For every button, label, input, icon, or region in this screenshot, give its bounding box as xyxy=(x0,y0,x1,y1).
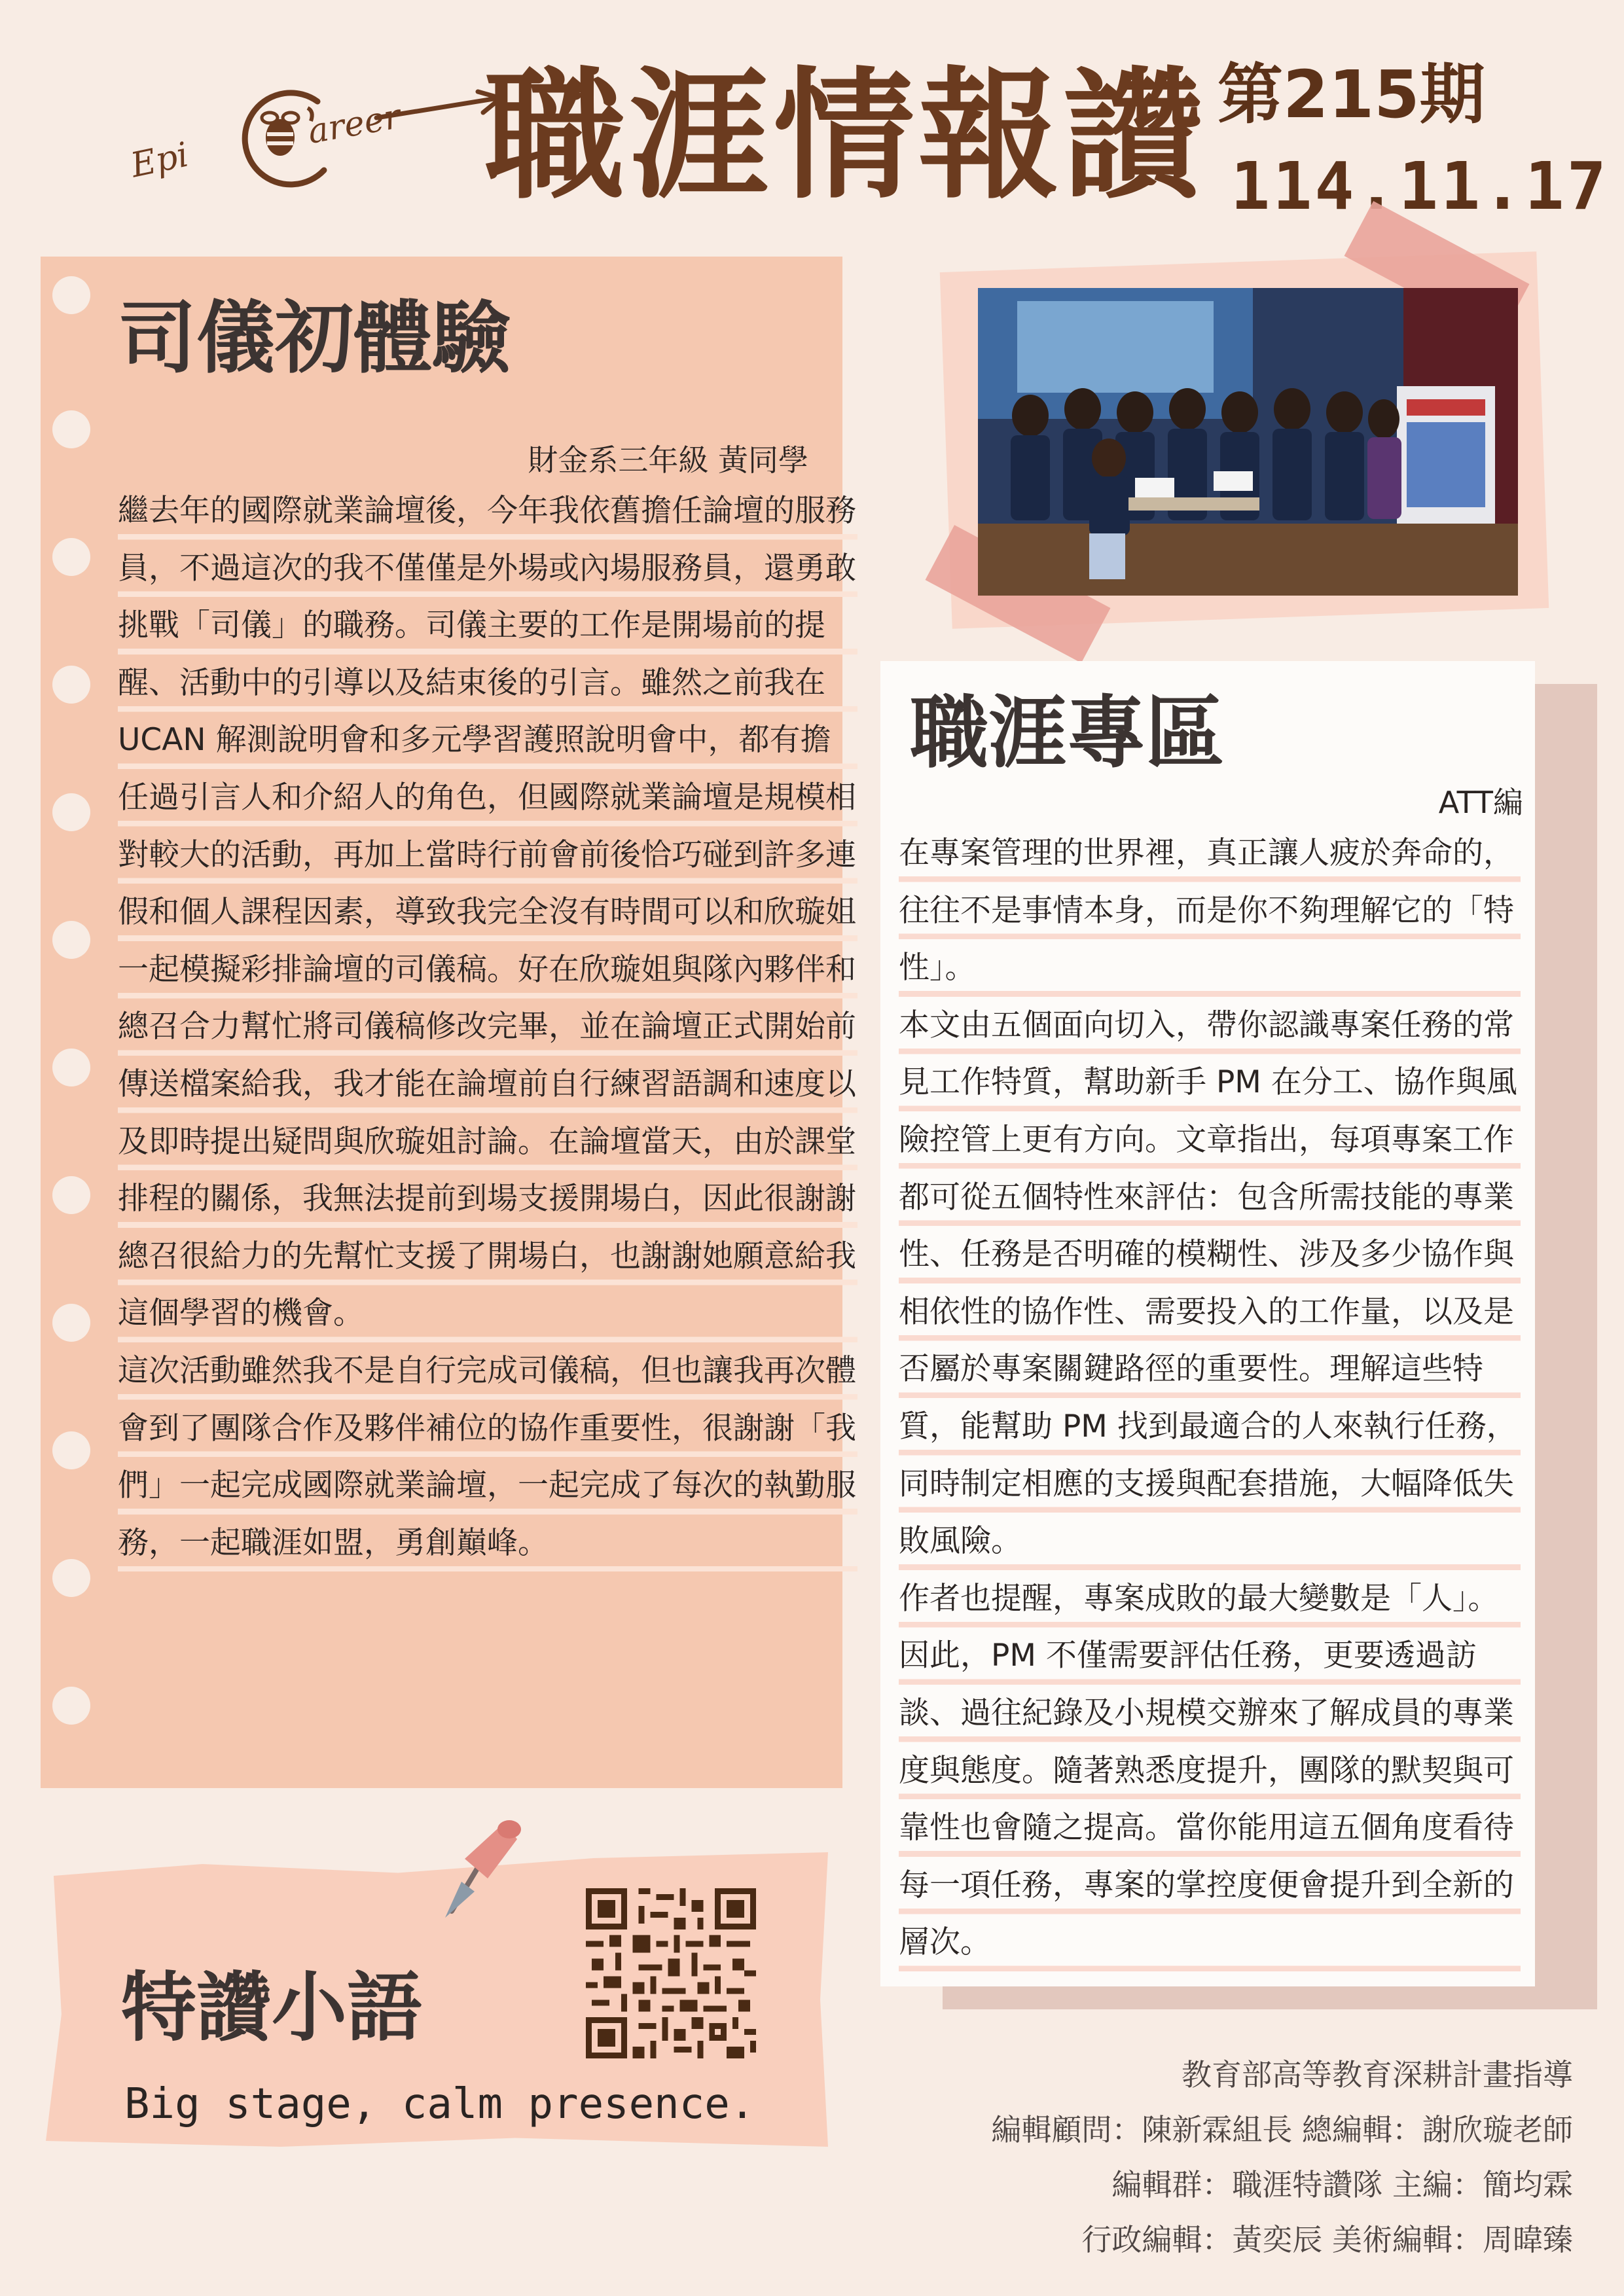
issue-number: 第215期 xyxy=(1218,56,1485,133)
article-author: 財金系三年級 黃同學 xyxy=(528,442,808,478)
binder-hole xyxy=(52,1304,90,1342)
group-photo-illustration xyxy=(978,288,1518,596)
article-paragraph: 在專案管理的世界裡，真正讓人疲於奔命的，往往不是事情本身，而是你不夠理解它的「特性」。 xyxy=(899,835,1514,986)
binder-hole xyxy=(52,666,90,704)
issue-date: 114.11.17 xyxy=(1231,148,1609,224)
article-title: 職涯專區 xyxy=(910,688,1224,779)
binder-hole xyxy=(52,538,90,576)
article-card-host-experience xyxy=(41,257,856,1788)
binder-hole xyxy=(52,1687,90,1725)
logo-text-epi: Epi xyxy=(127,135,192,186)
push-pin-icon xyxy=(425,1813,524,1924)
binder-hole xyxy=(52,793,90,831)
credit-line: 編輯顧問：陳新霖組長 總編輯：謝欣璇老師 xyxy=(991,2112,1573,2147)
article-body xyxy=(899,825,1521,1971)
epicareer-logo xyxy=(124,72,465,203)
logo-text-areer: areer xyxy=(304,97,404,152)
quote-title: 特讚小語 xyxy=(121,1964,423,2052)
credits xyxy=(991,2047,1573,2267)
article-title: 司儀初體驗 xyxy=(118,293,511,384)
binder-hole xyxy=(52,1049,90,1086)
article-card-career-zone xyxy=(880,661,1535,1986)
binder-hole xyxy=(52,1431,90,1469)
credit-line: 編輯群：職涯特讚隊 主編：簡均霖 xyxy=(1111,2167,1573,2202)
article-paragraph: 這次活動雖然我不是自行完成司儀稿，但也讓我再次體會到了團隊合作及夥伴補位的協作重要性，很謝謝「我們」一起完成國際就業論壇，一起完成了每次的執勤服務，一起職涯如盟，勇創巔峰。 xyxy=(118,1352,856,1561)
article-paragraph: 本文由五個面向切入，帶你認識專案任務的常見工作特質，幫助新手 PM 在分工、協作與風險控管上更有方向。文章指出，每項專案工作都可從五個特性來評估：包含所需技能的專業性、任務是否明確的模糊性、涉及多少協作與相依性的協作性、需要投入的工作量，以及是否屬於專案關鍵路徑的重要性。理解這些特質，能幫助 PM 找到最適合的人來執行任務，同時制定相應的支援與配套措施，大幅降低失敗風險。 xyxy=(899,1007,1517,1560)
credit-line: 行政編輯：黃奕辰 美術編輯：周暐臻 xyxy=(1081,2222,1573,2257)
binder-hole xyxy=(52,921,90,959)
binder-hole xyxy=(52,410,90,448)
article-editor: ATT編 xyxy=(1438,785,1523,820)
credit-line: 教育部高等教育深耕計畫指導 xyxy=(1182,2057,1573,2092)
qr-code-icon[interactable] xyxy=(586,1888,756,2058)
binder-hole xyxy=(52,1559,90,1597)
article-body xyxy=(118,482,857,1571)
article-paragraph: 繼去年的國際就業論壇後，今年我依舊擔任論壇的服務員，不過這次的我不僅僅是外場或內場服務員，還勇敢挑戰「司儀」的職務。司儀主要的工作是開場前的提醒、活動中的引導以及結束後的引言。雖然之前我在 UCAN 解測說明會和多元學習護照說明會中，都有擔任過引言人和介紹人的角色，但國際就業論壇是規模相對較大的活動，再加上當時行前會前後恰巧碰到許多連假和個人課程因素，導致我完全沒有時間可以和欣璇姐一起模擬彩排論壇的司儀稿。好在欣璇姐與隊內夥伴和總召合力幫忙將司儀稿修改完畢，並在論壇正式開始前傳送檔案給我，我才能在論壇前自行練習語調和速度以及即時提出疑問與欣璇姐討論。在論壇當天，由於課堂排程的關係，我無法提前到場支援開場白，因此很謝謝總召很給力的先幫忙支援了開場白，也謝謝她願意給我這個學習的機會。 xyxy=(118,493,856,1332)
article-paragraph: 作者也提醒，專案成敗的最大變數是「人」。因此，PM 不僅需要評估任務，更要透過訪談、過往紀錄及小規模交辦來了解成員的專業度與態度。隨著熟悉度提升，團隊的默契與可靠性也會隨之提高。當你能用這五個角度看待每一項任務，專案的掌控度便會提升到全新的層次。 xyxy=(899,1580,1514,1961)
quote-text: Big stage, calm presence. xyxy=(124,2080,755,2128)
binder-hole xyxy=(52,276,90,314)
group-photo xyxy=(978,288,1518,596)
binder-hole xyxy=(52,1176,90,1214)
newsletter-title: 職涯情報讚 xyxy=(484,54,1208,218)
